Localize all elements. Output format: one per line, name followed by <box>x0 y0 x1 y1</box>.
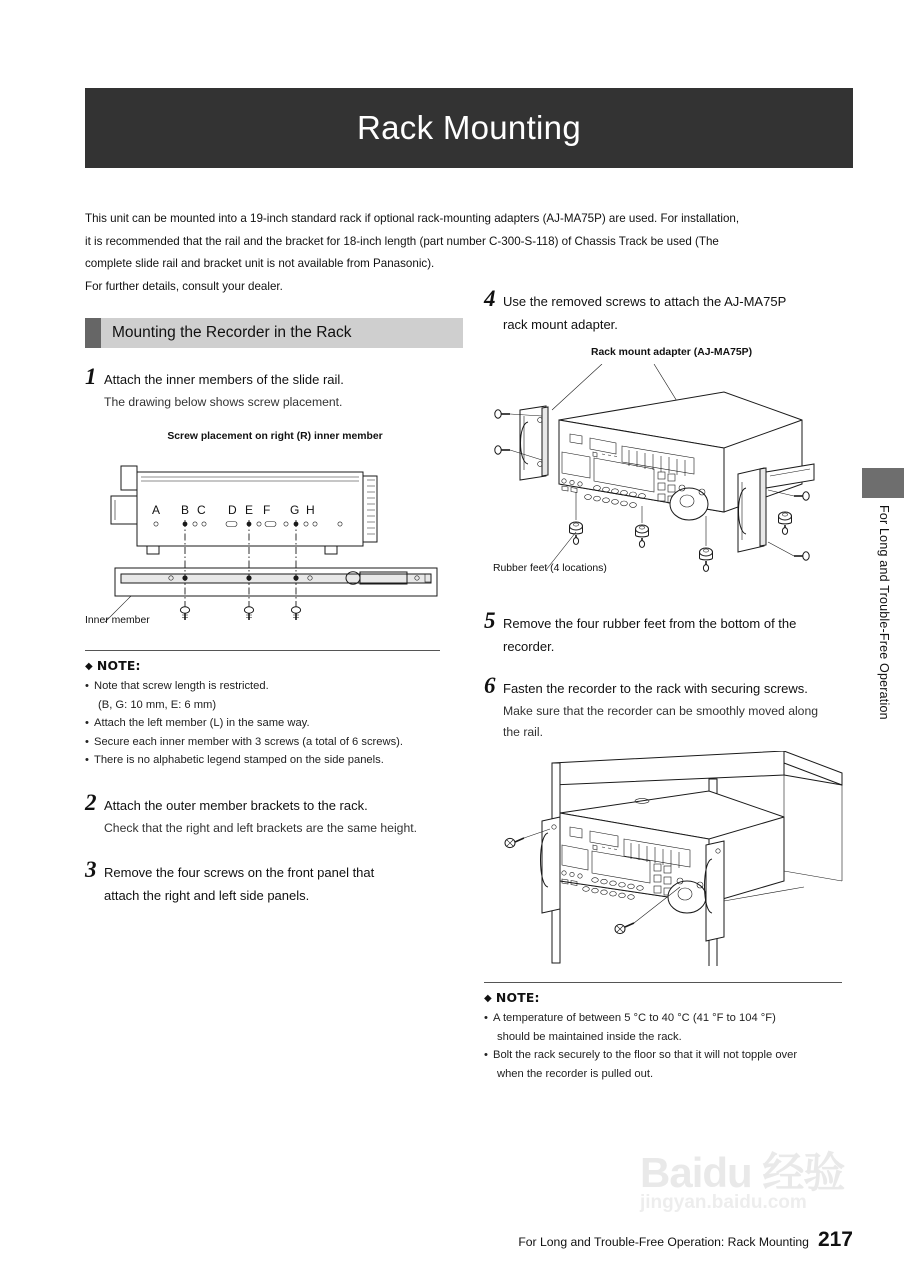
section-heading-bar <box>85 318 463 348</box>
note-box-left <box>85 650 440 770</box>
step-4-title-line-1: Use the removed screws to attach the AJ-MA75P <box>503 294 787 309</box>
step-2 <box>85 789 465 839</box>
watermark-main-text: Baidu 经验 <box>640 1149 845 1196</box>
intro-paragraph <box>85 208 855 298</box>
page-number: 217 <box>817 1228 853 1251</box>
note-box-right <box>484 982 842 1083</box>
page-title-banner <box>85 88 853 168</box>
rubber-foot <box>636 525 649 547</box>
step-5-number: 5 <box>484 608 496 633</box>
screw-glyph <box>495 410 510 418</box>
rubber-feet-label: Rubber feet (4 locations) <box>493 563 607 574</box>
step-5 <box>484 610 859 657</box>
rack-adapter-left <box>520 406 548 480</box>
step-5-title-line-1: Remove the four rubber feet from the bottom of the <box>503 616 797 631</box>
rack-install-diagram <box>484 751 859 966</box>
note-item: • Note that screw length is restricted. <box>85 677 440 696</box>
step-4-title-line-2: rack mount adapter. <box>503 317 618 332</box>
note-heading-text: NOTE: <box>96 658 141 673</box>
intro-line: For further details, consult your dealer. <box>85 279 283 293</box>
diamond-icon: ◆ <box>484 993 492 1004</box>
step-6-number: 6 <box>484 673 496 698</box>
screw-glyph <box>244 607 253 620</box>
side-tab-label: For Long and Trouble-Free Operation <box>877 505 891 720</box>
note-item: should be maintained inside the rack. <box>497 1030 682 1043</box>
step-2-subtext: Check that the right and left brackets are the same height. <box>104 820 417 835</box>
step-3-title-line-1: Remove the four screws on the front panel that <box>104 864 375 880</box>
step-1 <box>85 366 465 413</box>
adapter-figure <box>484 364 859 594</box>
step-3 <box>85 856 465 906</box>
step-3-title-line-2: attach the right and left side panels. <box>104 887 310 903</box>
adapter-diagram <box>484 364 859 594</box>
page-footer <box>85 1228 853 1252</box>
watermark-url-text: jingyan.baidu.com <box>640 1192 807 1213</box>
intro-line: This unit can be mounted into a 19-inch standard rack if optional rack-mounting adapters (AJ-MA75P) are used. For installation, <box>85 212 740 225</box>
section-heading-text: Mounting the Recorder in the Rack <box>112 324 352 341</box>
footer-label: For Long and Trouble-Free Operation: Rack Mounting <box>518 1235 809 1249</box>
intro-line: it is recommended that the rail and the bracket for 18-inch length (part number C-300-S-118) of Chassis Track be used (The <box>85 234 719 248</box>
diamond-icon: ◆ <box>85 661 93 672</box>
page-title: Rack Mounting <box>356 109 581 146</box>
step-2-title: Attach the outer member brackets to the rack. <box>104 797 368 813</box>
step-4 <box>484 288 859 335</box>
step-1-number: 1 <box>85 364 97 389</box>
step-6-title: Fasten the recorder to the rack with securing screws. <box>503 681 808 696</box>
note-heading-left <box>85 658 440 673</box>
step-5-title-line-2: recorder. <box>503 639 555 654</box>
intro-line: complete slide rail and bracket unit is not available from Panasonic). <box>85 257 435 270</box>
note-item: • Attach the left member (L) in the same way. <box>85 714 440 733</box>
screw-letter-F: F <box>263 503 271 517</box>
step-3-number: 3 <box>85 856 97 882</box>
step-6-subtext-line-1: Make sure that the recorder can be smoothly moved along <box>503 704 819 718</box>
rack-install-figure <box>484 751 859 966</box>
screw-glyph <box>794 552 809 560</box>
inner-member-label: Inner member <box>85 615 150 626</box>
inner-member-diagram <box>85 450 463 630</box>
note-item: • Secure each inner member with 3 screws (a total of 6 screws). <box>85 733 440 752</box>
note-item: • Bolt the rack securely to the floor so that it will not topple over <box>484 1046 842 1065</box>
note-item: • There is no alphabetic legend stamped on the side panels. <box>85 751 440 770</box>
right-column <box>484 288 859 1083</box>
note-list-right <box>484 1009 842 1083</box>
step-6 <box>484 675 859 743</box>
rubber-foot <box>700 548 713 571</box>
screw-glyph <box>180 607 189 620</box>
step-4-number: 4 <box>484 286 496 311</box>
note-item: (B, G: 10 mm, E: 6 mm) <box>98 698 217 711</box>
note-item: • A temperature of between 5 °C to 40 °C (41 °F to 104 °F) <box>484 1009 842 1028</box>
note-heading-right <box>484 990 842 1005</box>
screw-glyph <box>291 607 300 620</box>
rubber-foot <box>779 512 792 534</box>
step-1-title: Attach the inner members of the slide rail. <box>104 372 344 387</box>
screw-letter-D: D <box>228 503 237 517</box>
adapter-figure-caption: Rack mount adapter (AJ-MA75P) <box>590 347 753 358</box>
inner-member-figure <box>85 450 465 630</box>
note-list-left <box>85 677 440 770</box>
screw-letter-B: B <box>181 503 190 517</box>
screw-letter-C: C <box>197 503 206 517</box>
screw-letter-H: H <box>306 503 315 517</box>
step-1-subtext: The drawing below shows screw placement. <box>104 395 343 409</box>
rubber-foot <box>570 522 583 544</box>
note-heading-text: NOTE: <box>495 990 540 1005</box>
side-tab-marker <box>862 468 904 498</box>
inner-member-figure-caption: Screw placement on right (R) inner member <box>167 431 383 442</box>
section-swatch <box>85 318 101 348</box>
screw-glyph <box>794 492 809 500</box>
left-column <box>85 318 465 906</box>
note-item: when the recorder is pulled out. <box>497 1067 654 1080</box>
screw-letter-G: G <box>290 503 300 517</box>
rack-adapter-right <box>738 468 766 552</box>
step-2-number: 2 <box>85 789 97 815</box>
screw-letter-A: A <box>152 503 161 517</box>
step-6-subtext-line-2: the rail. <box>503 725 543 739</box>
screw-glyph <box>495 446 510 454</box>
screw-letter-E: E <box>245 503 254 517</box>
